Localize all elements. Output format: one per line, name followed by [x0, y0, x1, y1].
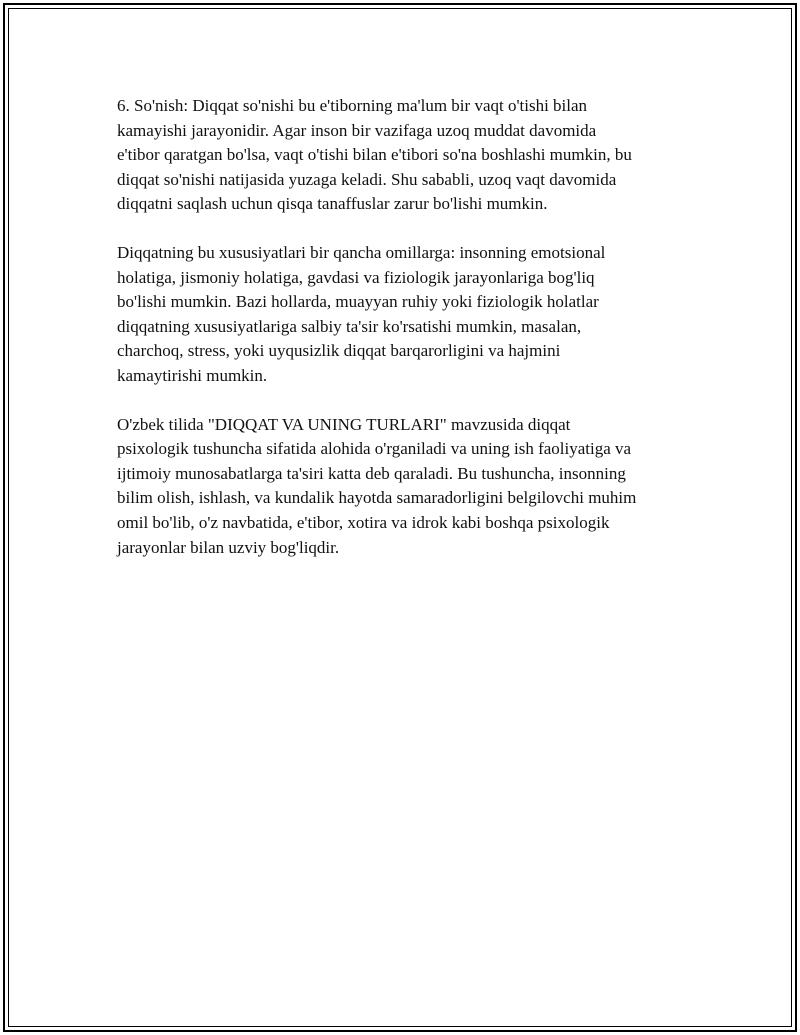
text-line: charchoq, stress, yoki uyqusizlik diqqat barqarorligini va hajmini	[117, 341, 561, 361]
text-line: diqqat so'nishi natijasida yuzaga keladi. Shu sababli, uzoq vaqt davomida	[117, 169, 617, 189]
text-line: 6. So'nish: Diqqat so'nishi bu e'tiborning ma'lum bir vaqt o'tishi bilan	[117, 96, 588, 115]
text-line: diqqatni saqlash uchun qisqa tanaffuslar zarur bo'lishi mumkin.	[117, 194, 548, 214]
text-line: Diqqatning bu xususiyatlari bir qancha omillarga: insonning emotsional	[117, 242, 606, 262]
text-line: bo'lishi mumkin. Bazi hollarda, muayyan ruhiy yoki fiziologik holatlar	[117, 292, 599, 312]
paragraph-fading	[117, 94, 697, 217]
document-body	[117, 94, 697, 584]
paragraph-factors	[117, 241, 697, 389]
text-line: holatiga, jismoniy holatiga, gavdasi va fiziologik jarayonlariga bog'liq	[117, 267, 595, 287]
text-line: kamayishi jarayonidir. Agar inson bir vazifaga uzoq muddat davomida	[117, 120, 597, 140]
paragraph-conclusion	[117, 413, 697, 561]
text-line: omil bo'lib, o'z navbatida, e'tibor, xotira va idrok kabi boshqa psixologik	[117, 512, 610, 532]
text-line: diqqatning xususiyatlariga salbiy ta'sir ko'rsatishi mumkin, masalan,	[117, 316, 582, 336]
text-line: kamaytirishi mumkin.	[117, 365, 268, 385]
text-line: jarayonlar bilan uzviy bog'liqdir.	[117, 537, 340, 557]
text-line: e'tibor qaratgan bo'lsa, vaqt o'tishi bilan e'tibori so'na boshlashi mumkin, bu	[117, 145, 632, 165]
text-line: ijtimoiy munosabatlarga ta'siri katta deb qaraladi. Bu tushuncha, insonning	[117, 463, 626, 483]
text-line: psixologik tushuncha sifatida alohida o'rganiladi va uning ish faoliyatiga va	[117, 439, 632, 459]
text-line: O'zbek tilida "DIQQAT VA UNING TURLARI" mavzusida diqqat	[117, 414, 571, 434]
text-line: bilim olish, ishlash, va kundalik hayotda samaradorligini belgilovchi muhim	[117, 488, 637, 508]
